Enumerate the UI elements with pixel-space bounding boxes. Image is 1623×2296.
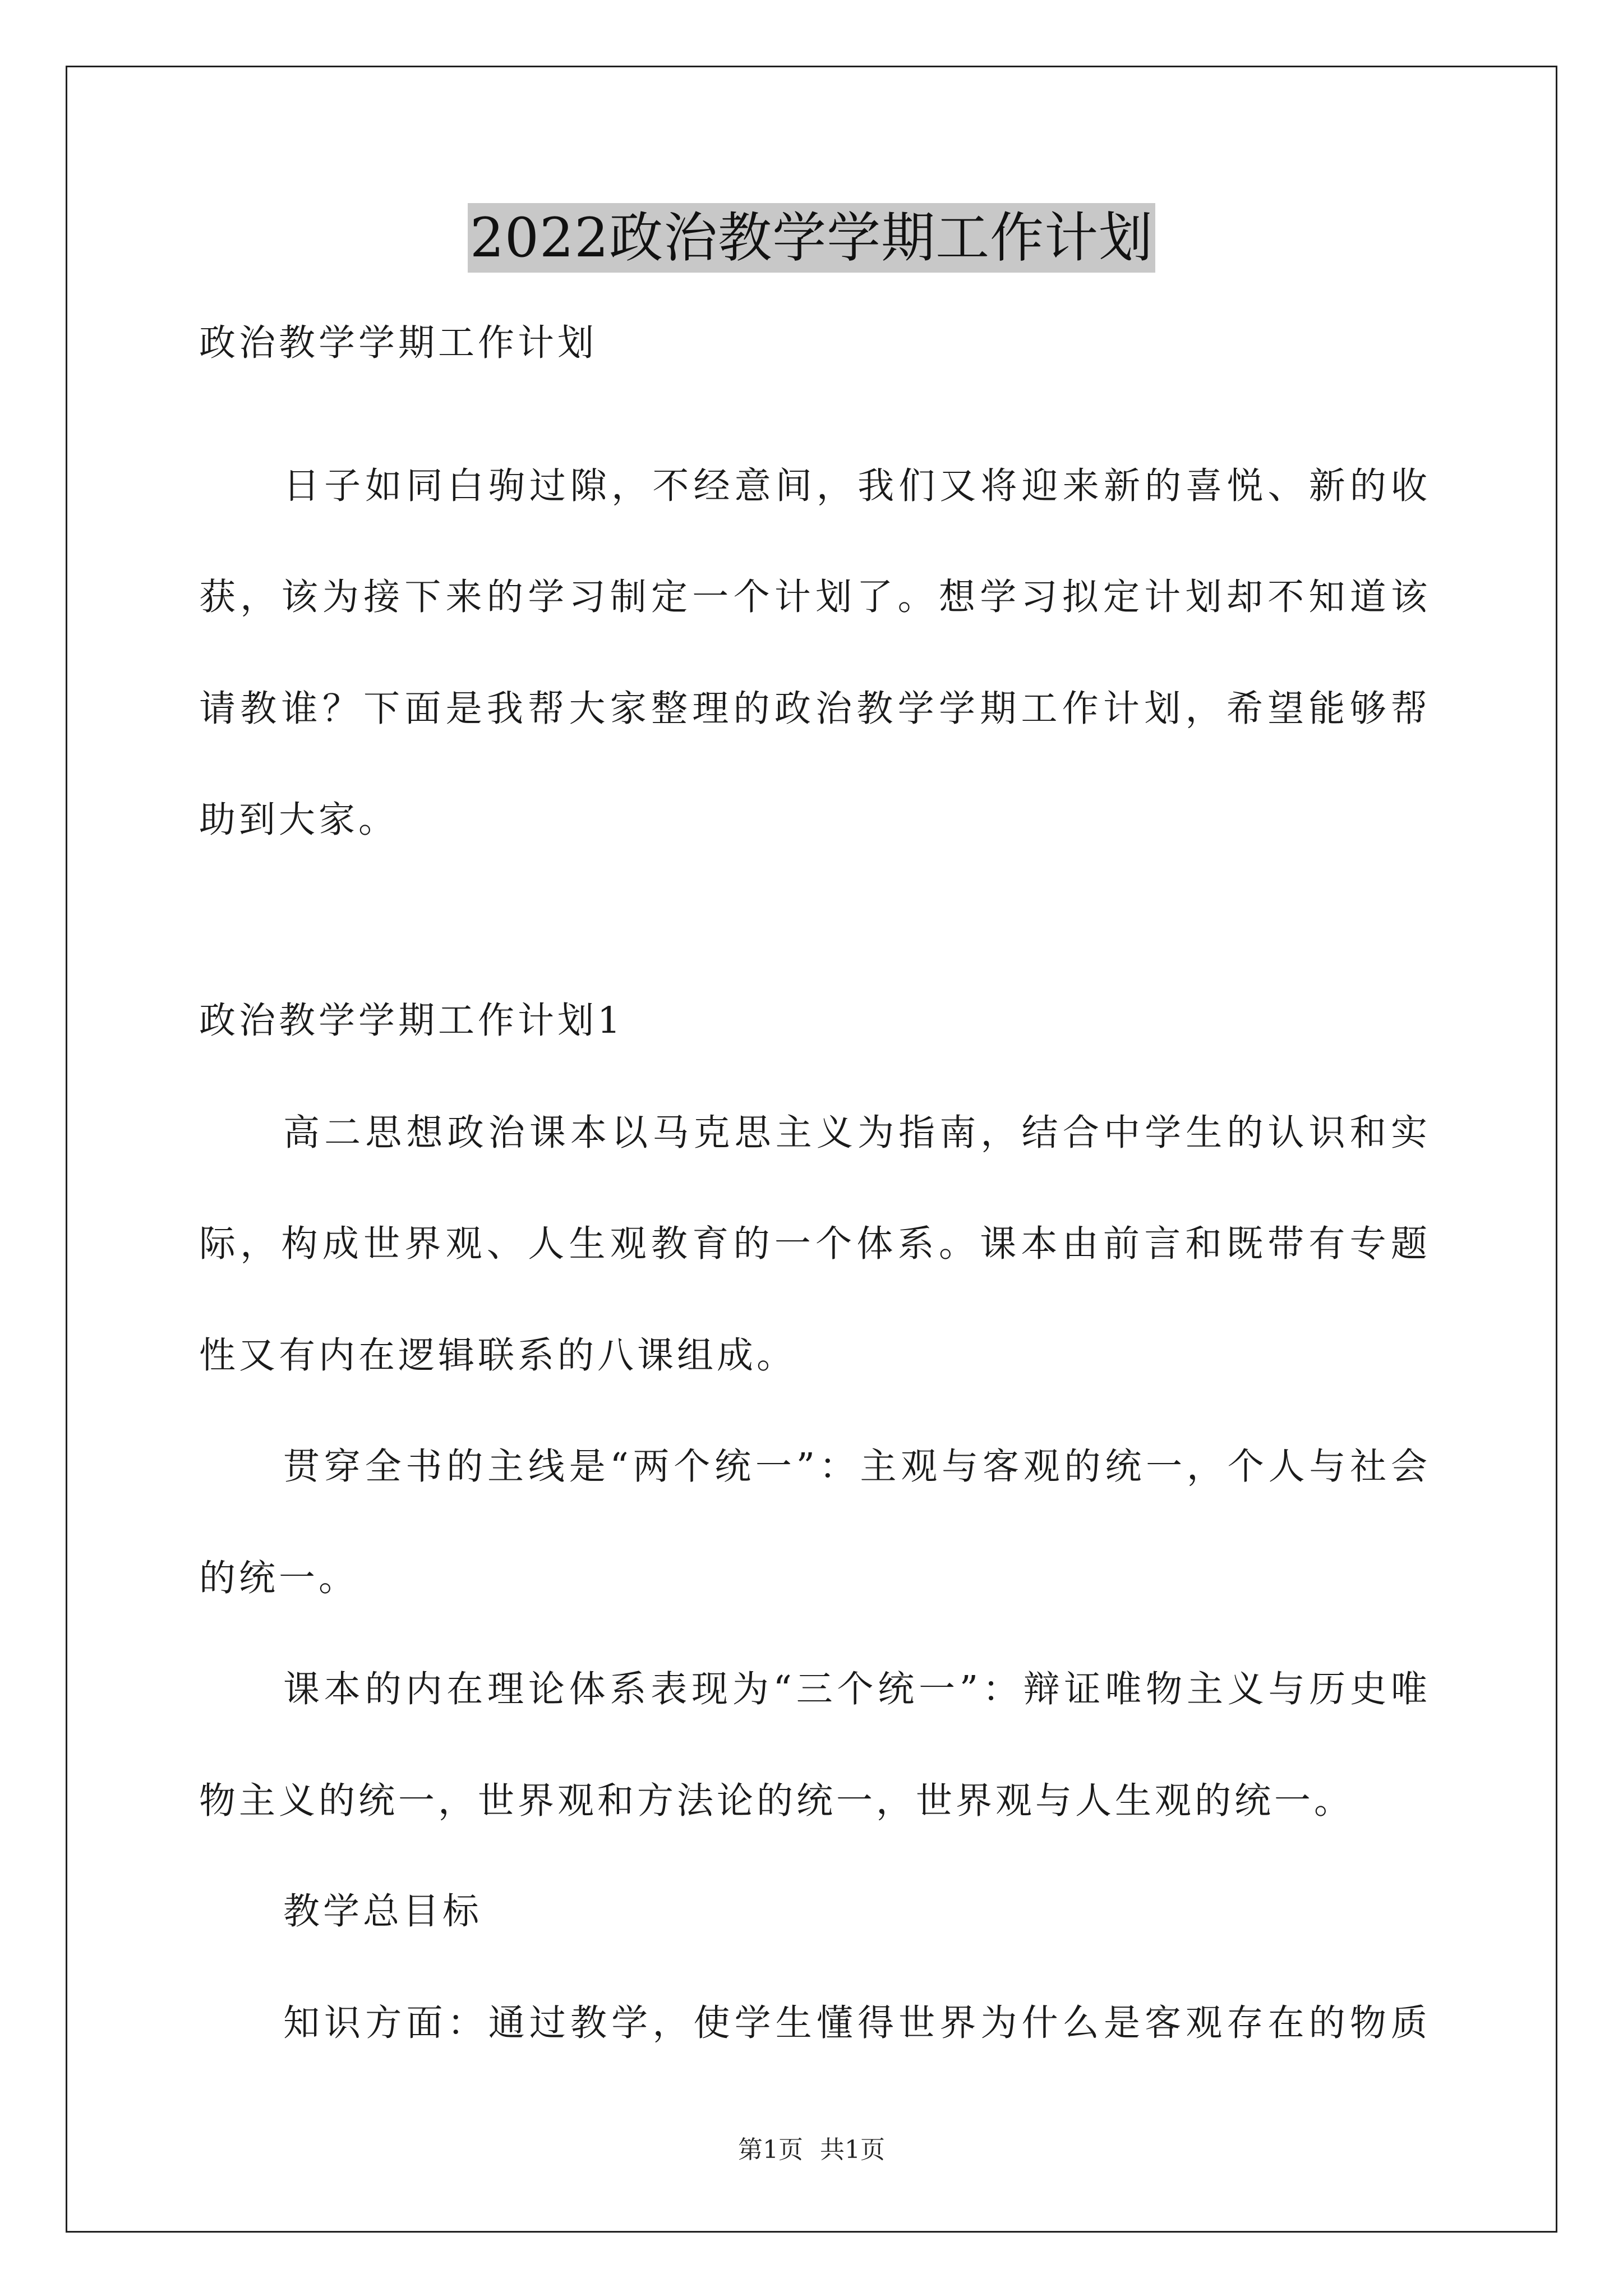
paragraph-line: 教学总目标 bbox=[283, 1890, 483, 1932]
title-container bbox=[0, 203, 1623, 273]
document-title: 2022政治教学学期工作计划 bbox=[468, 203, 1155, 273]
paragraph-line: 助到大家。 bbox=[199, 799, 399, 841]
section-heading: 政治教学学期工作计划1 bbox=[199, 1000, 624, 1042]
paragraph-line: 贯穿全书的主线是“两个统一”：主观与客观的统一，个人与社会 bbox=[283, 1446, 1427, 1488]
paragraph-line: 课本的内在理论体系表现为“三个统一”：辩证唯物主义与历史唯 bbox=[283, 1668, 1427, 1710]
subtitle-line: 政治教学学期工作计划 bbox=[199, 322, 598, 364]
paragraph-line: 际，构成世界观、人生观教育的一个体系。课本由前言和既带有专题 bbox=[199, 1223, 1427, 1265]
page-footer bbox=[0, 2134, 1623, 2166]
paragraph-line: 物主义的统一，世界观和方法论的统一，世界观与人生观的统一。 bbox=[199, 1780, 1354, 1822]
page-total: 共1页 bbox=[820, 2136, 885, 2164]
paragraph-line: 请教谁？下面是我帮大家整理的政治教学学期工作计划，希望能够帮 bbox=[199, 688, 1427, 730]
paragraph-line: 获，该为接下来的学习制定一个计划了。想学习拟定计划却不知道该 bbox=[199, 576, 1427, 618]
paragraph-line: 性又有内在逻辑联系的八课组成。 bbox=[199, 1335, 797, 1377]
paragraph-line: 的统一。 bbox=[199, 1557, 359, 1599]
paragraph-line: 知识方面：通过教学，使学生懂得世界为什么是客观存在的物质 bbox=[283, 2002, 1427, 2044]
paragraph-line: 高二思想政治课本以马克思主义为指南，结合中学生的认识和实 bbox=[283, 1112, 1427, 1154]
paragraph-line: 日子如同白驹过隙，不经意间，我们又将迎来新的喜悦、新的收 bbox=[283, 465, 1427, 507]
page-number: 第1页 bbox=[738, 2136, 803, 2164]
